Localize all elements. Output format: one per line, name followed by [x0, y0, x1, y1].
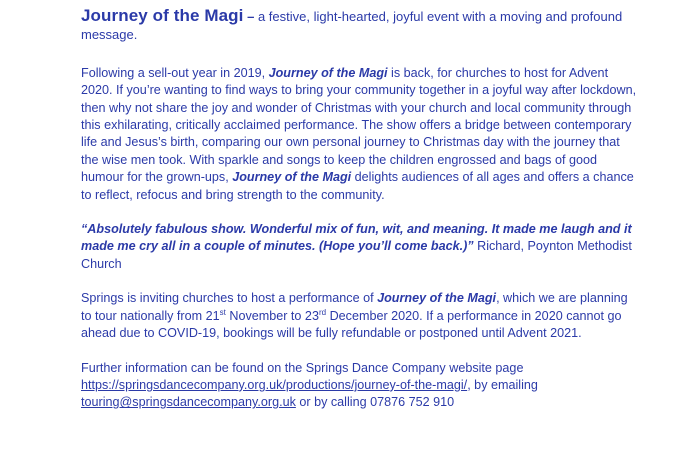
- intro-text-c: delights audiences of all ages and offers a chance to reflect, refocus and bring strength to the community.: [81, 170, 634, 202]
- invitation-text-c: November to 23: [225, 308, 319, 323]
- invitation-show-name: Journey of the Magi: [377, 291, 497, 306]
- heading-paragraph: [81, 7, 640, 45]
- contact-text-a: Further information can be found on the Springs Dance Company website page: [81, 360, 524, 375]
- intro-paragraph: [81, 65, 640, 204]
- contact-text-c: or by calling 07876 752 910: [295, 395, 455, 410]
- title-dash: –: [243, 9, 258, 24]
- contact-text-b: , by emailing: [467, 377, 538, 392]
- intro-text-b: is back, for churches to host for Advent 2020. If you’re wanting to find ways to bring your community together in a joyful way after lockdown, then why not share the joy and wonder of Christmas with your church and local community through this exhilarating, critically acclaimed performance. The show offers a bridge between contemporary life and Jesus’s birth, comparing our own personal journey to Christmas day with the journey that the wise men took. With sparkle and songs to keep the children engrossed and bags of good humour for the grown-ups,: [81, 65, 637, 185]
- date-suffix-rd: rd: [318, 307, 327, 317]
- testimonial-quote: “Absolutely fabulous show. Wonderful mix of fun, wit, and meaning. It made me laugh and it made me cry all in a couple of minutes. (Hope you’ll come back.)”: [81, 222, 632, 254]
- invitation-text-d: December 2020. If a performance in 2020 cannot go ahead due to COVID-19, bookings will be fully refundable or postponed until Advent 2021.: [81, 308, 622, 341]
- date-suffix-st: st: [219, 307, 226, 317]
- invitation-text-b: , which we are planning to tour nationally from 21: [81, 291, 628, 323]
- website-link[interactable]: https://springsdancecompany.org.uk/productions/journey-of-the-magi/: [81, 377, 468, 392]
- invitation-text-a: Springs is inviting churches to host a performance of: [81, 291, 378, 306]
- intro-show-name: Journey of the Magi: [268, 65, 388, 80]
- intro-show-name-2: Journey of the Magi: [232, 170, 352, 185]
- tagline: a festive, light-hearted, joyful event with a moving and profound message.: [81, 9, 623, 43]
- intro-text-a: Following a sell-out year in 2019,: [81, 65, 269, 80]
- contact-paragraph: [81, 360, 640, 412]
- testimonial-attribution: Richard, Poynton Methodist Church: [81, 239, 632, 271]
- document-title: Journey of the Magi: [81, 6, 244, 25]
- testimonial-paragraph: [81, 221, 640, 273]
- email-link[interactable]: touring@springsdancecompany.org.uk: [81, 395, 296, 410]
- invitation-paragraph: [81, 290, 640, 342]
